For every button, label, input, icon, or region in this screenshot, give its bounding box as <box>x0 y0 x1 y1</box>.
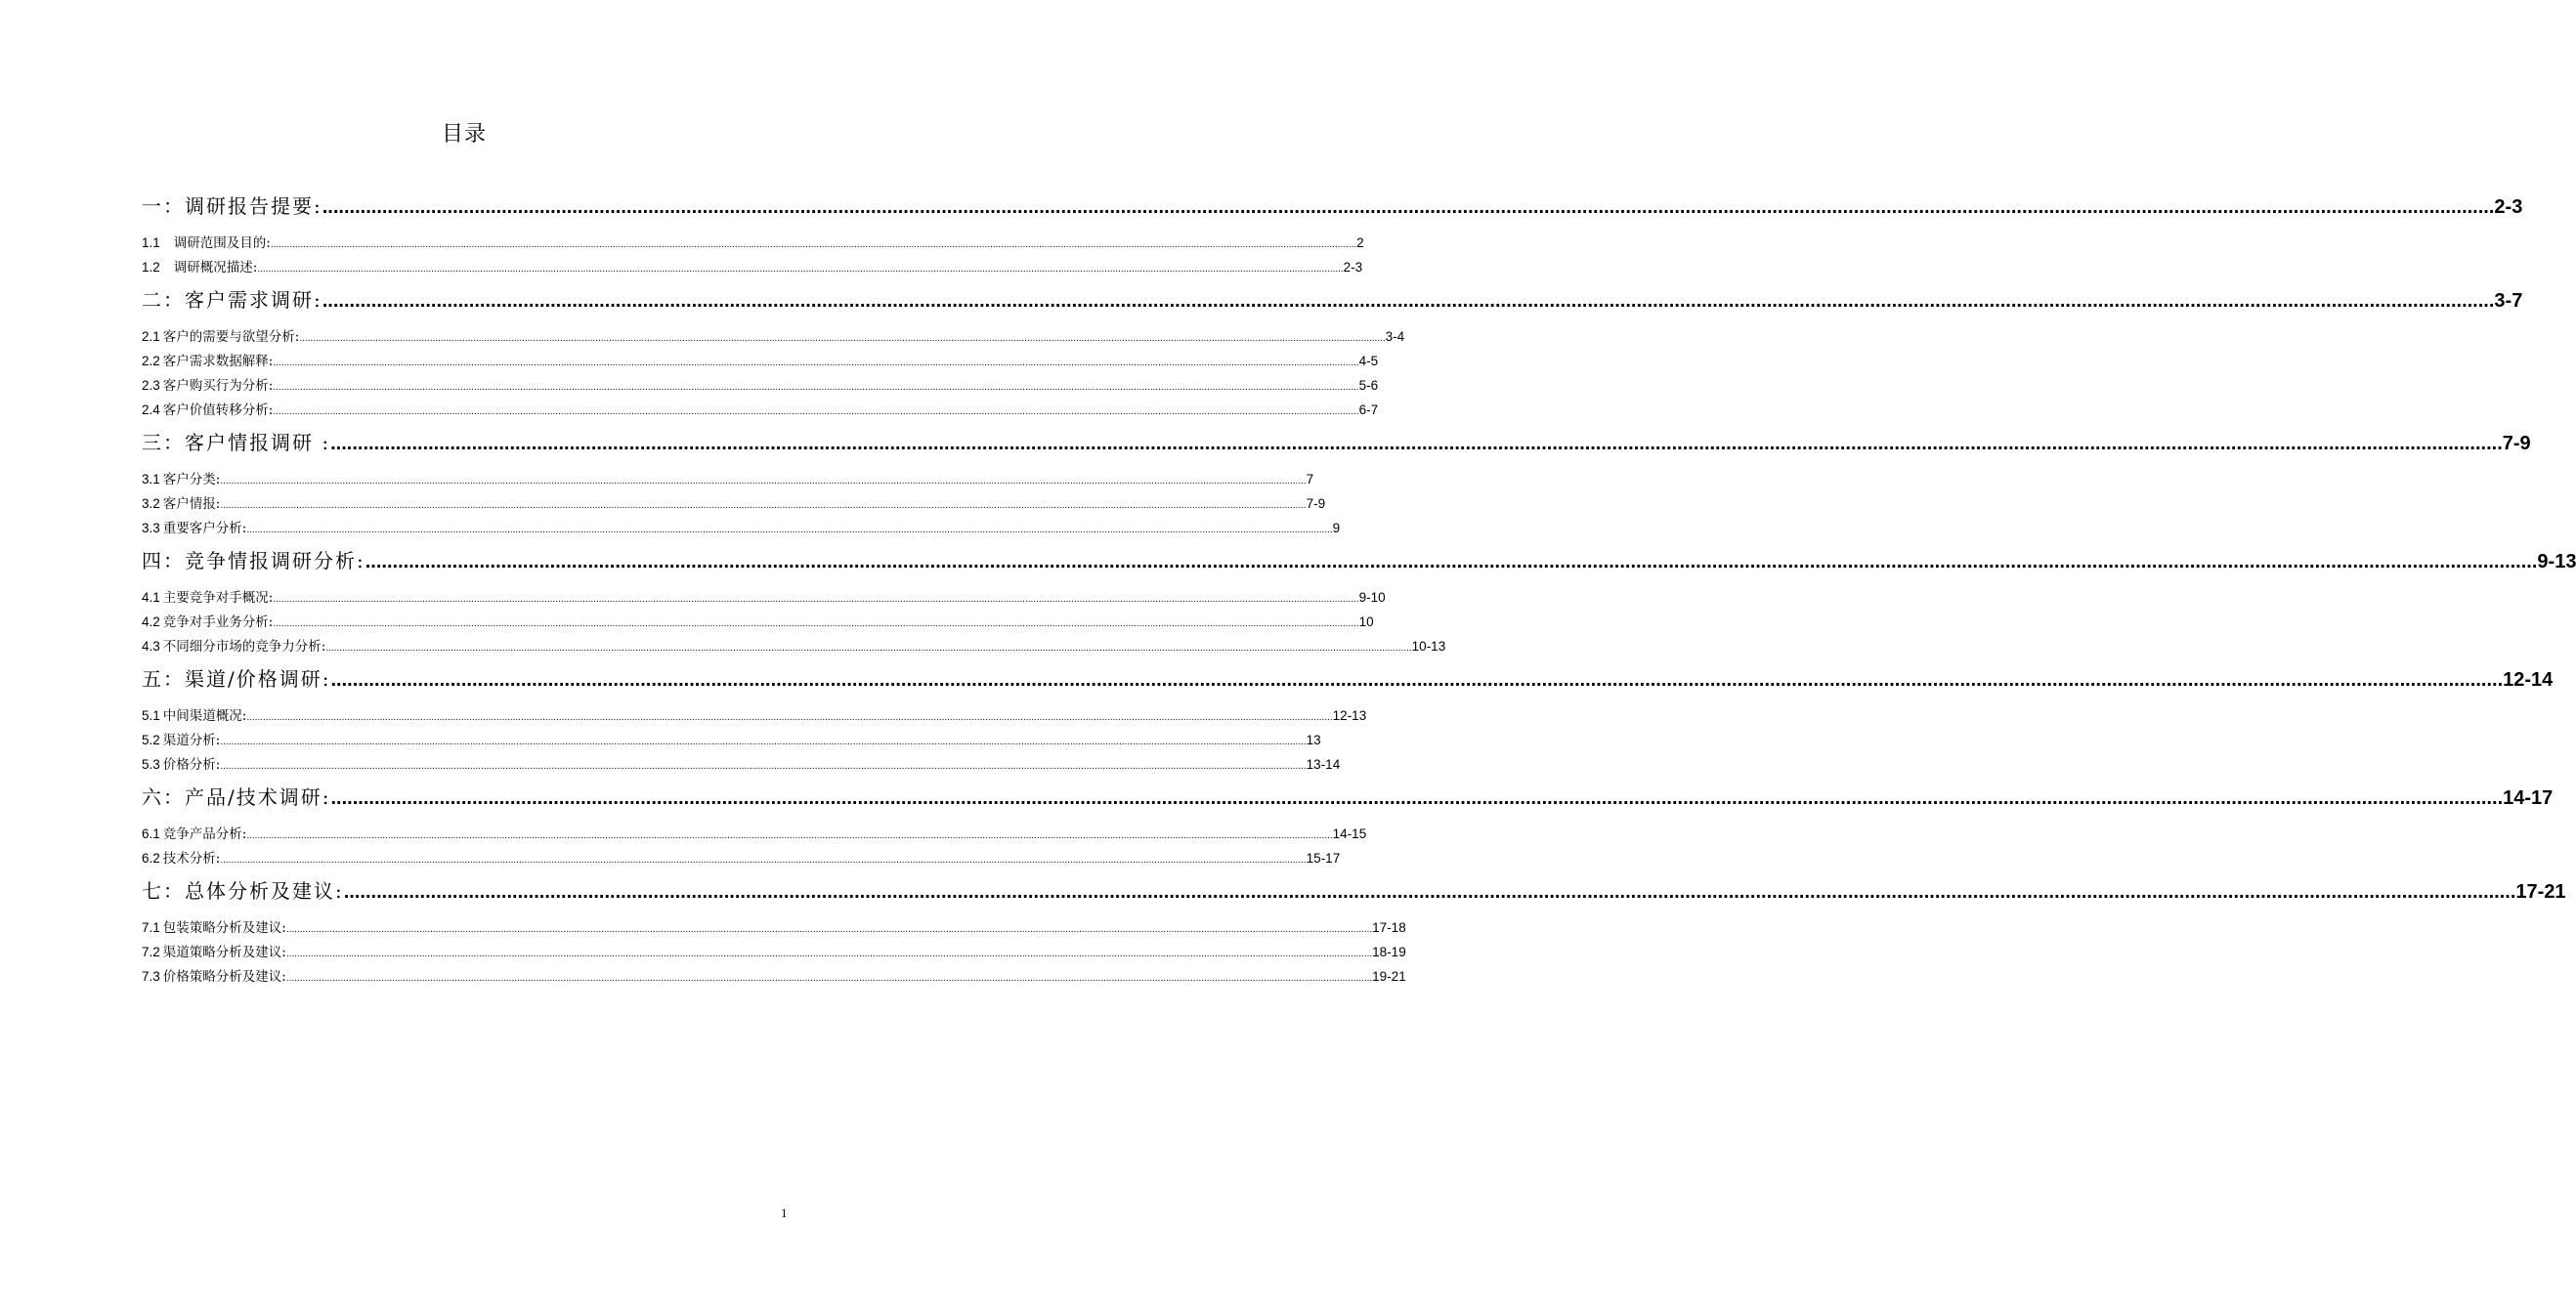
toc-leader-dots: ................................................................................................................................................................................................................................................................................................................................................................................................................ <box>273 406 1359 417</box>
toc-section-pages: 7-9 <box>2502 433 2531 454</box>
toc-entry-number: 1.2 <box>142 260 160 275</box>
toc-leader-dots: ................................................................................................................................................................................................................................................................................................................................................................................................................ <box>270 239 1357 250</box>
toc-entry-pages: 15-17 <box>1306 851 1341 866</box>
toc-section-title: 一：调研报告提要: <box>142 194 322 218</box>
toc-entry-pages: 2-3 <box>1343 260 1363 275</box>
toc-entry-number: 7.1 <box>142 920 160 935</box>
page-title: 目录 <box>441 122 487 147</box>
toc-entry-number: 7.3 <box>142 969 160 984</box>
toc-entry-number: 3.3 <box>142 521 160 535</box>
toc-leader-dots: ................................................................................................................................................................................................................................................................................................................................................................................................................ <box>220 855 1307 866</box>
toc-entry-title: 主要竞争对手概况: <box>162 590 274 606</box>
toc-section-pages: 12-14 <box>2503 669 2554 691</box>
toc-section <box>142 664 2554 777</box>
toc-entry[interactable] <box>142 752 1341 777</box>
toc-leader-dots: ................................................................................................................................................................................................................................................................................................................................................................................................................ <box>273 358 1359 368</box>
toc-entry-pages: 10 <box>1358 614 1374 629</box>
toc-entry[interactable] <box>142 585 1386 610</box>
toc-entry-pages: 14-15 <box>1332 826 1367 841</box>
toc-section-pages: 2-3 <box>2494 196 2523 218</box>
toc-entry[interactable] <box>142 964 1406 989</box>
toc-entry-title: 渠道分析: <box>162 733 221 748</box>
toc-entry-number: 5.3 <box>142 757 160 772</box>
toc-leader-dots: ................................................................................................................................................................................................................................................................................................................................................................................................................ <box>257 264 1344 275</box>
toc-entry[interactable] <box>142 822 1367 846</box>
toc-leader-dots: ................................................................................................................................................................................................................................................................................................................................................................................................................ <box>246 525 1333 535</box>
toc-section-heading[interactable] <box>142 664 2554 694</box>
toc-section-heading[interactable] <box>142 783 2554 812</box>
toc-section <box>142 191 2523 279</box>
toc-entry[interactable] <box>142 324 1405 349</box>
toc-entry-number: 5.1 <box>142 708 160 723</box>
toc-entry[interactable] <box>142 255 1363 279</box>
toc-subsection-list <box>142 324 1405 422</box>
toc-entry[interactable] <box>142 231 1364 255</box>
toc-leader-dots: ................................................................................................................................................................................................................................................................................................................................................................................................................ <box>322 290 2495 312</box>
toc-section-title: 七：总体分析及建议: <box>142 879 344 903</box>
toc-leader-dots: ................................................................................................................................................................................................................................................................................................................................................................................................................ <box>343 881 2516 903</box>
toc-entry[interactable] <box>142 349 1379 373</box>
toc-section-pages: 14-17 <box>2503 787 2554 809</box>
toc-entry-pages: 7 <box>1306 472 1314 487</box>
toc-section-title: 四：竞争情报调研分析: <box>142 549 365 572</box>
toc-entry-title: 重要客户分析: <box>162 521 247 536</box>
toc-section <box>142 876 2566 989</box>
toc-subsection-list <box>142 231 1364 279</box>
toc-entry-pages: 6-7 <box>1358 402 1379 417</box>
toc-entry[interactable] <box>142 398 1379 422</box>
toc-entry-pages: 17-18 <box>1372 920 1406 935</box>
toc-entry-number: 6.2 <box>142 851 160 866</box>
toc-entry-number: 2.2 <box>142 354 160 368</box>
toc-entry-pages: 10-13 <box>1411 639 1446 654</box>
toc-entry-number: 2.4 <box>142 402 160 417</box>
toc-entry[interactable] <box>142 373 1379 398</box>
toc-entry-pages: 13 <box>1306 733 1321 747</box>
toc-entry-pages: 19-21 <box>1372 969 1406 984</box>
toc-entry-title: 包装策略分析及建议: <box>162 920 286 936</box>
toc-leader-dots: ................................................................................................................................................................................................................................................................................................................................................................................................................ <box>330 433 2503 454</box>
toc-entry-pages: 18-19 <box>1372 945 1406 959</box>
toc-leader-dots: ................................................................................................................................................................................................................................................................................................................................................................................................................ <box>273 618 1359 629</box>
toc-section-title: 五：渠道/价格调研: <box>142 667 331 691</box>
toc-entry-number: 2.1 <box>142 329 160 344</box>
toc-leader-dots: ................................................................................................................................................................................................................................................................................................................................................................................................................ <box>365 551 2538 572</box>
toc-leader-dots: ................................................................................................................................................................................................................................................................................................................................................................................................................ <box>325 643 1412 654</box>
toc-entry-pages: 12-13 <box>1332 708 1367 723</box>
toc-leader-dots: ................................................................................................................................................................................................................................................................................................................................................................................................................ <box>285 924 1373 935</box>
toc-entry-title: 客户情报: <box>162 496 221 512</box>
toc-leader-dots: ................................................................................................................................................................................................................................................................................................................................................................................................................ <box>285 973 1373 984</box>
toc-leader-dots: ................................................................................................................................................................................................................................................................................................................................................................................................................ <box>285 949 1373 959</box>
toc-section <box>142 285 2523 422</box>
toc-leader-dots: ................................................................................................................................................................................................................................................................................................................................................................................................................ <box>330 669 2504 691</box>
toc-entry[interactable] <box>142 610 1374 634</box>
toc-section-heading[interactable] <box>142 546 2576 575</box>
toc-entry-pages: 9-10 <box>1358 590 1386 605</box>
toc-entry-pages: 7-9 <box>1306 496 1326 511</box>
toc-entry-title: 价格策略分析及建议: <box>162 969 286 985</box>
toc-section-title: 三：客户情报调研 : <box>142 431 331 454</box>
toc-section <box>142 428 2531 540</box>
toc-entry[interactable] <box>142 940 1406 964</box>
toc-entry-title: 客户价值转移分析: <box>162 402 274 418</box>
toc-entry-title: 不同细分市场的竞争力分析: <box>162 639 326 655</box>
toc-entry-pages: 13-14 <box>1306 757 1341 772</box>
toc-entry-number: 3.1 <box>142 472 160 487</box>
toc-entry-number: 4.3 <box>142 639 160 654</box>
toc-section <box>142 546 2576 658</box>
toc-entry-title: 客户的需要与欲望分析: <box>162 329 300 345</box>
toc-section-pages: 3-7 <box>2494 290 2523 312</box>
toc-entry-title: 竞争产品分析: <box>162 826 247 842</box>
toc-entry-title: 客户购买行为分析: <box>162 378 274 394</box>
toc-leader-dots: ................................................................................................................................................................................................................................................................................................................................................................................................................ <box>220 476 1307 487</box>
toc-entry[interactable] <box>142 728 1321 752</box>
page-number: 1 <box>781 1206 788 1220</box>
toc-entry-pages: 3-4 <box>1385 329 1405 344</box>
toc-entry-number: 1.1 <box>142 235 160 250</box>
toc-entry[interactable] <box>142 846 1341 870</box>
toc-entry-pages: 9 <box>1332 521 1341 535</box>
toc-section-heading[interactable] <box>142 428 2531 457</box>
toc-subsection-list <box>142 467 1341 540</box>
table-of-contents <box>142 191 2576 995</box>
toc-entry-title: 竞争对手业务分析: <box>162 614 274 630</box>
toc-entry-pages: 5-6 <box>1358 378 1379 393</box>
toc-section-heading[interactable] <box>142 876 2566 906</box>
toc-entry-title: 调研范围及目的: <box>173 235 271 251</box>
toc-entry-title: 调研概况描述: <box>173 260 258 275</box>
toc-leader-dots: ................................................................................................................................................................................................................................................................................................................................................................................................................ <box>330 787 2504 809</box>
toc-subsection-list <box>142 915 1406 989</box>
toc-entry-number: 3.2 <box>142 496 160 511</box>
toc-section-heading[interactable] <box>142 285 2523 315</box>
toc-section-pages: 17-21 <box>2515 881 2566 903</box>
toc-entry-pages: 2 <box>1356 235 1364 250</box>
toc-entry-number: 7.2 <box>142 945 160 959</box>
toc-entry-number: 4.1 <box>142 590 160 605</box>
toc-leader-dots: ................................................................................................................................................................................................................................................................................................................................................................................................................ <box>220 737 1307 747</box>
toc-subsection-list <box>142 822 1367 870</box>
toc-leader-dots: ................................................................................................................................................................................................................................................................................................................................................................................................................ <box>273 594 1359 605</box>
toc-entry[interactable] <box>142 634 1446 658</box>
toc-entry-title: 中间渠道概况: <box>162 708 247 724</box>
toc-entry-title: 客户分类: <box>162 472 221 487</box>
toc-entry-number: 5.2 <box>142 733 160 747</box>
toc-leader-dots: ................................................................................................................................................................................................................................................................................................................................................................................................................ <box>299 333 1386 344</box>
toc-entry-number: 6.1 <box>142 826 160 841</box>
toc-entry-number: 2.3 <box>142 378 160 393</box>
toc-entry-title: 价格分析: <box>162 757 221 773</box>
toc-leader-dots: ................................................................................................................................................................................................................................................................................................................................................................................................................ <box>246 712 1333 723</box>
toc-leader-dots: ................................................................................................................................................................................................................................................................................................................................................................................................................ <box>246 830 1333 841</box>
toc-subsection-list <box>142 585 1446 658</box>
toc-leader-dots: ................................................................................................................................................................................................................................................................................................................................................................................................................ <box>220 761 1307 772</box>
toc-entry[interactable] <box>142 491 1326 516</box>
toc-entry[interactable] <box>142 467 1314 491</box>
toc-section <box>142 783 2554 870</box>
toc-section-title: 六：产品/技术调研: <box>142 785 331 809</box>
toc-entry-title: 渠道策略分析及建议: <box>162 945 286 960</box>
toc-section-heading[interactable] <box>142 191 2523 221</box>
toc-entry[interactable] <box>142 516 1341 540</box>
toc-entry[interactable] <box>142 915 1406 940</box>
toc-section-title: 二：客户需求调研: <box>142 288 322 312</box>
toc-entry-title: 客户需求数据解释: <box>162 354 274 369</box>
toc-section-pages: 9-13 <box>2537 551 2576 572</box>
toc-entry-number: 4.2 <box>142 614 160 629</box>
toc-entry-pages: 4-5 <box>1358 354 1379 368</box>
toc-subsection-list <box>142 703 1367 777</box>
toc-leader-dots: ................................................................................................................................................................................................................................................................................................................................................................................................................ <box>322 196 2495 218</box>
toc-leader-dots: ................................................................................................................................................................................................................................................................................................................................................................................................................ <box>220 500 1307 511</box>
toc-entry-title: 技术分析: <box>162 851 221 867</box>
toc-leader-dots: ................................................................................................................................................................................................................................................................................................................................................................................................................ <box>273 382 1359 393</box>
toc-entry[interactable] <box>142 703 1367 728</box>
